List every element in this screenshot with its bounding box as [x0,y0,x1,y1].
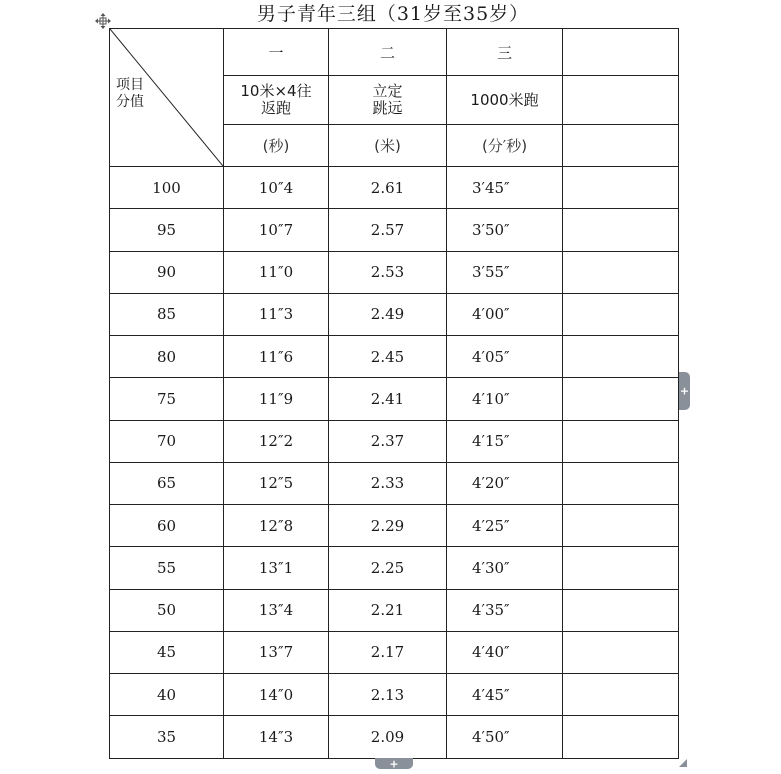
jump-distance-cell: 2.33 [329,462,447,504]
jump-distance-cell: 2.25 [329,547,447,589]
shuttle-time-cell: 14″3 [224,716,329,758]
score-cell: 85 [110,293,224,335]
table-row [110,462,679,504]
jump-distance-cell: 2.21 [329,589,447,631]
shuttle-time-cell: 13″7 [224,631,329,673]
run-time-cell: 3′45″ [447,167,563,209]
unit-min-sec: (分′秒) [447,125,563,167]
score-table [109,28,679,759]
shuttle-time-cell: 10″4 [224,167,329,209]
empty-cell [563,251,679,293]
score-cell: 35 [110,716,224,758]
run-time-cell: 4′10″ [447,378,563,420]
header-row-numbers [110,29,679,76]
empty-cell [563,420,679,462]
score-cell: 100 [110,167,224,209]
table-row [110,251,679,293]
table-row [110,547,679,589]
score-cell: 45 [110,631,224,673]
unit-meters: (米) [329,125,447,167]
item-shuttle-run [224,76,329,125]
run-time-cell: 4′15″ [447,420,563,462]
run-time-cell: 4′40″ [447,631,563,673]
jump-distance-cell: 2.57 [329,209,447,251]
table-row [110,293,679,335]
score-cell: 70 [110,420,224,462]
jump-distance-cell: 2.29 [329,505,447,547]
diagonal-label [116,77,144,111]
score-cell: 55 [110,547,224,589]
item-1000m-run-line1: 1000米跑 [470,90,539,109]
jump-distance-cell: 2.53 [329,251,447,293]
table-row [110,378,679,420]
run-time-cell: 3′55″ [447,251,563,293]
item-shuttle-run-line2: 返跑 [260,99,291,117]
unit-seconds: (秒) [224,125,329,167]
table-row [110,420,679,462]
table-resize-corner-icon[interactable] [678,758,688,768]
table-move-handle-icon[interactable] [95,13,111,29]
table-row [110,589,679,631]
table-row [110,167,679,209]
jump-distance-cell: 2.41 [329,378,447,420]
run-time-cell: 4′25″ [447,505,563,547]
jump-distance-cell: 2.13 [329,674,447,716]
run-time-cell: 4′50″ [447,716,563,758]
score-cell: 95 [110,209,224,251]
table-row [110,336,679,378]
empty-cell [563,462,679,504]
plus-icon: + [389,757,399,770]
table-row [110,505,679,547]
empty-cell [563,631,679,673]
run-time-cell: 4′30″ [447,547,563,589]
score-cell: 50 [110,589,224,631]
column-number-4 [563,29,679,76]
add-row-handle[interactable] [375,758,413,769]
jump-distance-cell: 2.61 [329,167,447,209]
run-time-cell: 4′45″ [447,674,563,716]
shuttle-time-cell: 11″3 [224,293,329,335]
score-cell: 65 [110,462,224,504]
empty-cell [563,293,679,335]
score-cell: 75 [110,378,224,420]
shuttle-time-cell: 11″9 [224,378,329,420]
shuttle-time-cell: 10″7 [224,209,329,251]
run-time-cell: 4′00″ [447,293,563,335]
shuttle-time-cell: 12″8 [224,505,329,547]
shuttle-time-cell: 14″0 [224,674,329,716]
unit-empty [563,125,679,167]
score-cell: 80 [110,336,224,378]
table-row [110,209,679,251]
run-time-cell: 4′20″ [447,462,563,504]
item-standing-jump-line2: 跳远 [372,99,403,117]
shuttle-time-cell: 12″5 [224,462,329,504]
table-row [110,674,679,716]
empty-cell [563,209,679,251]
column-number-1: 一 [224,29,329,76]
run-time-cell: 4′05″ [447,336,563,378]
run-time-cell: 3′50″ [447,209,563,251]
score-cell: 60 [110,505,224,547]
score-cell: 40 [110,674,224,716]
jump-distance-cell: 2.09 [329,716,447,758]
empty-cell [563,716,679,758]
diagonal-header-cell [110,29,224,167]
run-time-cell: 4′35″ [447,589,563,631]
item-shuttle-run-line1: 10米×4往 [240,82,312,100]
empty-cell [563,547,679,589]
shuttle-time-cell: 11″0 [224,251,329,293]
empty-cell [563,505,679,547]
table-row [110,716,679,758]
jump-distance-cell: 2.37 [329,420,447,462]
jump-distance-cell: 2.45 [329,336,447,378]
plus-icon: + [679,384,690,398]
add-column-handle[interactable] [679,372,690,410]
column-number-3: 三 [447,29,563,76]
empty-cell [563,167,679,209]
item-standing-jump-line1: 立定 [372,82,403,100]
shuttle-time-cell: 13″1 [224,547,329,589]
shuttle-time-cell: 11″6 [224,336,329,378]
item-1000m-run [447,76,563,125]
column-number-2: 二 [329,29,447,76]
diagonal-label-item: 项目 [116,77,144,93]
empty-cell [563,589,679,631]
jump-distance-cell: 2.17 [329,631,447,673]
page-title: 男子青年三组（31岁至35岁） [256,3,530,25]
score-cell: 90 [110,251,224,293]
empty-cell [563,336,679,378]
item-empty [563,76,679,125]
item-standing-jump [329,76,447,125]
shuttle-time-cell: 12″2 [224,420,329,462]
jump-distance-cell: 2.49 [329,293,447,335]
shuttle-time-cell: 13″4 [224,589,329,631]
empty-cell [563,378,679,420]
table-row [110,631,679,673]
diagonal-label-score: 分值 [116,94,144,110]
empty-cell [563,674,679,716]
